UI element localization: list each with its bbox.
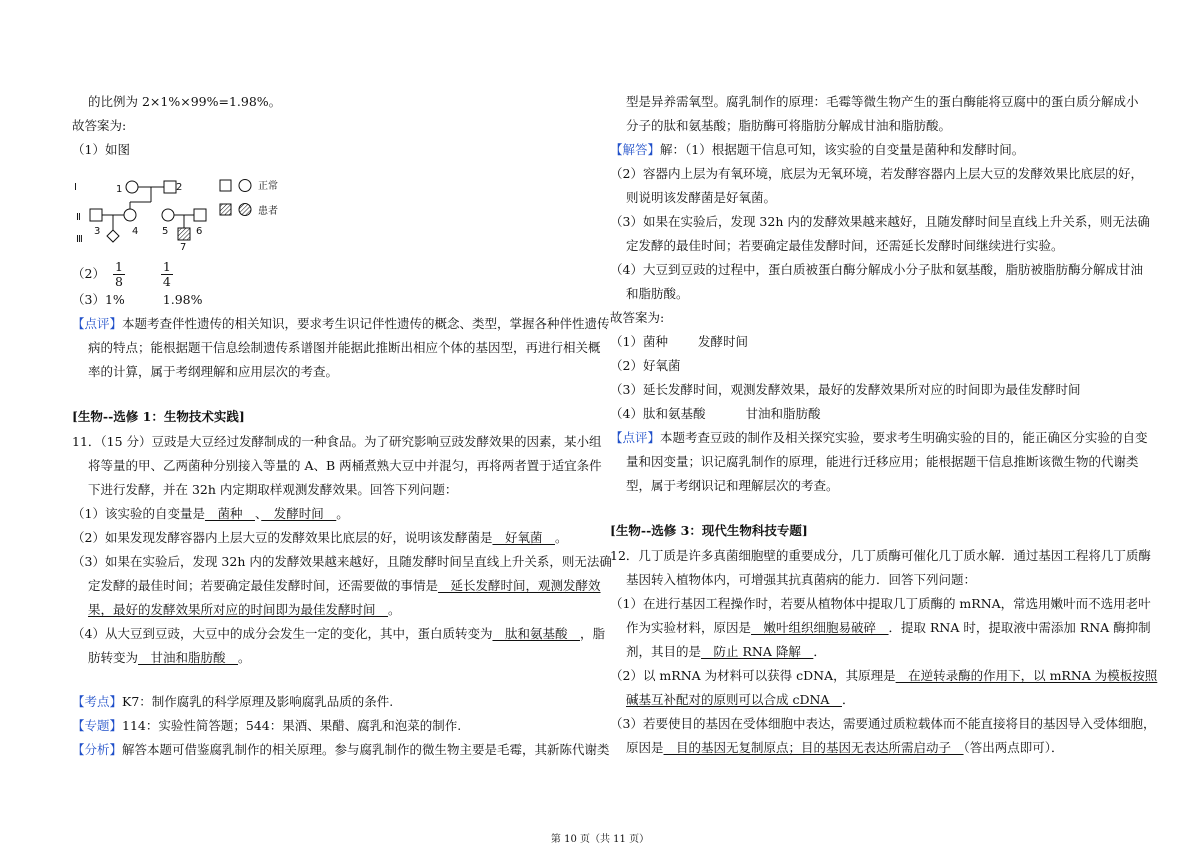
text-line: 将等量的甲、乙两菌种分别接入等量的 A、B 两桶煮熟大豆中并混匀，再将两者置于适宜条件 — [88, 458, 602, 473]
text: 原因是 — [626, 740, 664, 755]
text: 。 — [554, 530, 568, 545]
knowledge-point — [72, 694, 393, 710]
answer-value: 1.98% — [162, 292, 203, 307]
question-line: 12．几丁质是许多真菌细胞壁的重要成分，几丁质酶可催化几丁质水解．通过基因工程将几丁质酶 — [610, 548, 1151, 563]
individual-iii — [107, 230, 119, 242]
fraction — [113, 260, 125, 289]
individual-3 — [90, 209, 102, 221]
text: 114：实验性简答题；544：果酒、果醋、腐乳和泡菜的制作. — [122, 718, 462, 733]
pedigree-diagram — [72, 172, 322, 252]
text-line — [626, 620, 1151, 636]
answer-3 — [72, 292, 202, 308]
text-line: 故答案为: — [72, 118, 127, 133]
legend-affected-male — [220, 204, 231, 215]
text: K7：制作腐乳的科学原理及影响腐乳品质的条件. — [122, 694, 394, 709]
node-label-6: 6 — [196, 226, 203, 237]
answer-blank: 在逆转录酶的作用下，以 mRNA 为模板按照 — [895, 668, 1158, 683]
text-line: 的比例为 2×1%×99%=1.98%。 — [88, 94, 282, 109]
individual-4 — [124, 209, 136, 221]
text-line: 量和因变量；识记腐乳制作的原理，能进行迁移应用；能根据题干信息推断该微生物的代谢类 — [626, 454, 1139, 469]
text-line: 率的计算，属于考纲理解和应用层次的考查。 — [88, 364, 339, 379]
comment-text: 本题考查伴性遗传的相关知识，要求考生识记伴性遗传的概念、类型，掌握各种伴性遗传 — [122, 316, 610, 331]
legend-affected-female — [239, 204, 251, 216]
text-line: 型是异养需氧型。腐乳制作的原理：毛霉等微生物产生的蛋白酶能将豆腐中的蛋白质分解成小 — [626, 94, 1139, 109]
fraction — [161, 260, 173, 289]
subquestion-3: （3）若要使目的基因在受体细胞中表达，需要通过质粒载体而不能直接将目的基因导入受体细胞， — [610, 716, 1156, 731]
answer-blank: 甘油和脂肪酸 — [138, 650, 239, 665]
text: 肪转变为 — [88, 650, 139, 665]
text: 作为实验材料，原因是 — [626, 620, 752, 635]
legend-normal-female — [239, 180, 251, 192]
text-line: 型，属于考纲识记和理解层次的考查。 — [626, 478, 839, 493]
gen-label-2: Ⅱ — [76, 212, 81, 223]
text-line: （3）如果在实验后，发现 32h 内的发酵效果越来越好，且随发酵时间呈直线上升关系，则无法确 — [610, 214, 1150, 229]
text: 发酵时间 — [697, 334, 748, 349]
text: 。 — [336, 506, 349, 521]
text: 解答本题可借鉴腐乳制作的相关原理。参与腐乳制作的微生物主要是毛霉，其新陈代谢类 — [122, 742, 610, 757]
individual-6 — [194, 209, 206, 221]
comment-line — [72, 316, 610, 332]
text: ． — [813, 644, 826, 659]
text: ，脂 — [579, 626, 605, 641]
answer-blank: 果，最好的发酵效果所对应的时间即为最佳发酵时间 — [88, 602, 389, 617]
subquestion-3: （3）如果在实验后，发现 32h 内的发酵效果越来越好，且随发酵时间呈直线上升关系，则无法确 — [72, 554, 612, 569]
denominator: 4 — [162, 274, 171, 289]
text: （2）如果发现发酵容器内上层大豆的发酵效果比底层的好，说明该发酵菌是 — [72, 530, 493, 545]
legend-affected-label: 患者 — [258, 206, 278, 217]
answer-blank: 嫩叶组织细胞易破碎 — [751, 620, 889, 635]
node-label-2: 2 — [176, 182, 183, 193]
answer-label: （2） — [72, 266, 105, 281]
text-line: （4）大豆到豆豉的过程中，蛋白质被蛋白酶分解成小分子肽和氨基酸，脂肪被脂肪酶分解成甘油 — [610, 262, 1143, 277]
text: （4）从大豆到豆豉，大豆中的成分会发生一定的变化，其中，蛋白质转变为 — [72, 626, 493, 641]
page-footer: 第 10 页（共 11 页） — [550, 834, 650, 845]
answer-blank: 菌种 — [204, 506, 255, 521]
text-line: 下进行发酵，并在 32h 内定期取样观测发酵效果。回答下列问题： — [88, 482, 458, 497]
node-label-4: 4 — [132, 226, 139, 237]
text: 解：（1）根据题干信息可知，该实验的自变量是菌种和发酵时间。 — [660, 142, 1025, 157]
text: 本题考查豆豉的制作及相关探究实验，要求考生明确实验的目的，能正确区分实验的自变 — [660, 430, 1148, 445]
fenxi-tag: 【分析】 — [72, 742, 123, 757]
section-heading: [生物--选修 1：生物技术实践] — [72, 409, 245, 424]
answer-blank: 好氧菌 — [492, 530, 555, 545]
gen-label-1: Ⅰ — [74, 182, 77, 193]
denominator: 8 — [114, 274, 123, 289]
text: （1）该实验的自变量是 — [72, 506, 205, 521]
text: 定发酵的最佳时间；若要确定最佳发酵时间，还需要做的事情是 — [88, 578, 439, 593]
answer-label: （3）1% — [72, 292, 125, 307]
text-line: 分子的肽和氨基酸；脂肪酶可将脂肪分解成甘油和脂肪酸。 — [626, 118, 952, 133]
answer-2: （2）好氧菌 — [610, 358, 681, 373]
text-line: 病的特点；能根据题干信息绘制遗传系谱图并能据此推断出相应个体的基因型，再进行相关概 — [88, 340, 601, 355]
individual-5 — [162, 209, 174, 221]
zhuanti-tag: 【专题】 — [72, 718, 123, 733]
topic — [72, 718, 461, 734]
text: 。 — [388, 602, 401, 617]
comment-tag: 【点评】 — [610, 430, 661, 445]
text-line: 和脂肪酸。 — [626, 286, 689, 301]
text: 、 — [254, 506, 262, 521]
text: （2）以 mRNA 为材料可以获得 cDNA，其原理是 — [610, 668, 896, 683]
numerator: 1 — [114, 259, 123, 274]
individual-7-affected — [178, 228, 190, 240]
text: （答出两点即可）． — [963, 740, 1064, 755]
text-line — [626, 644, 826, 660]
numerator: 1 — [162, 259, 171, 274]
answer-blank: 碱基互补配对的原则可以合成 cDNA — [626, 692, 842, 707]
question-line: 11．（15 分）豆豉是大豆经过发酵制成的一种食品。为了研究影响豆豉发酵效果的因素，某小组 — [72, 434, 602, 449]
answer-blank: 延长发酵时间，观测发酵效 — [438, 578, 601, 593]
individual-1 — [126, 181, 138, 193]
subquestion-2 — [72, 530, 568, 546]
subquestion-4 — [72, 626, 605, 642]
text-line — [88, 578, 601, 594]
jieda-tag: 【解答】 — [610, 142, 661, 157]
node-label-7: 7 — [180, 242, 187, 252]
gen-label-3: Ⅲ — [76, 234, 83, 245]
answer-4 — [610, 406, 820, 422]
text-line: 则说明该发酵菌是好氧菌。 — [626, 190, 777, 205]
text-line — [88, 650, 251, 666]
legend-normal-label: 正常 — [258, 181, 278, 192]
node-label-1: 1 — [116, 184, 123, 195]
individual-2 — [164, 181, 176, 193]
text-line: 基因转入植物体内，可增强其抗真菌病的能力．回答下列问题： — [626, 572, 977, 587]
text: 剂，其目的是 — [626, 644, 702, 659]
answer-blank: 肽和氨基酸 — [492, 626, 580, 641]
answer-1 — [610, 334, 748, 350]
text-line — [88, 602, 401, 618]
node-label-3: 3 — [94, 226, 101, 237]
text-line: （1）如图 — [72, 142, 130, 157]
answer-3: （3）延长发酵时间，观测发酵效果，最好的发酵效果所对应的时间即为最佳发酵时间 — [610, 382, 1081, 397]
text: ． — [841, 692, 855, 707]
comment-tag: 【点评】 — [72, 316, 123, 331]
text-line: 定发酵的最佳时间；若要确定最佳发酵时间，还需延长发酵时间继续进行实验。 — [626, 238, 1064, 253]
analysis — [72, 742, 610, 758]
subquestion-2 — [610, 668, 1157, 684]
answer-blank: 目的基因无复制原点；目的基因无表达所需启动子 — [663, 740, 964, 755]
subquestion-1 — [72, 506, 349, 522]
text: （4）肽和氨基酸 — [610, 406, 706, 421]
legend-normal-male — [220, 180, 231, 191]
subquestion-1: （1）在进行基因工程操作时，若要从植物体中提取几丁质酶的 mRNA，常选用嫩叶而不选用老叶 — [610, 596, 1151, 611]
node-label-5: 5 — [162, 226, 169, 237]
text-line: （2）容器内上层为有氧环境，底层为无氧环境，若发酵容器内上层大豆的发酵效果比底层的好， — [610, 166, 1143, 181]
solution-line — [610, 142, 1024, 158]
text: 甘油和脂肪酸 — [745, 406, 821, 421]
answer-blank: 防止 RNA 降解 — [701, 644, 814, 659]
text-line — [626, 692, 854, 708]
answer-blank: 发酵时间 — [261, 506, 337, 521]
text-line — [626, 740, 1064, 756]
text: 。 — [238, 650, 251, 665]
text: ．提取 RNA 时，提取液中需添加 RNA 酶抑制 — [888, 620, 1151, 635]
comment-line — [610, 430, 1148, 446]
kaodian-tag: 【考点】 — [72, 694, 123, 709]
section-heading: [生物--选修 3：现代生物科技专题] — [610, 523, 808, 538]
text: （1）菌种 — [610, 334, 668, 349]
text-line: 故答案为: — [610, 310, 665, 325]
answer-2 — [72, 260, 177, 289]
